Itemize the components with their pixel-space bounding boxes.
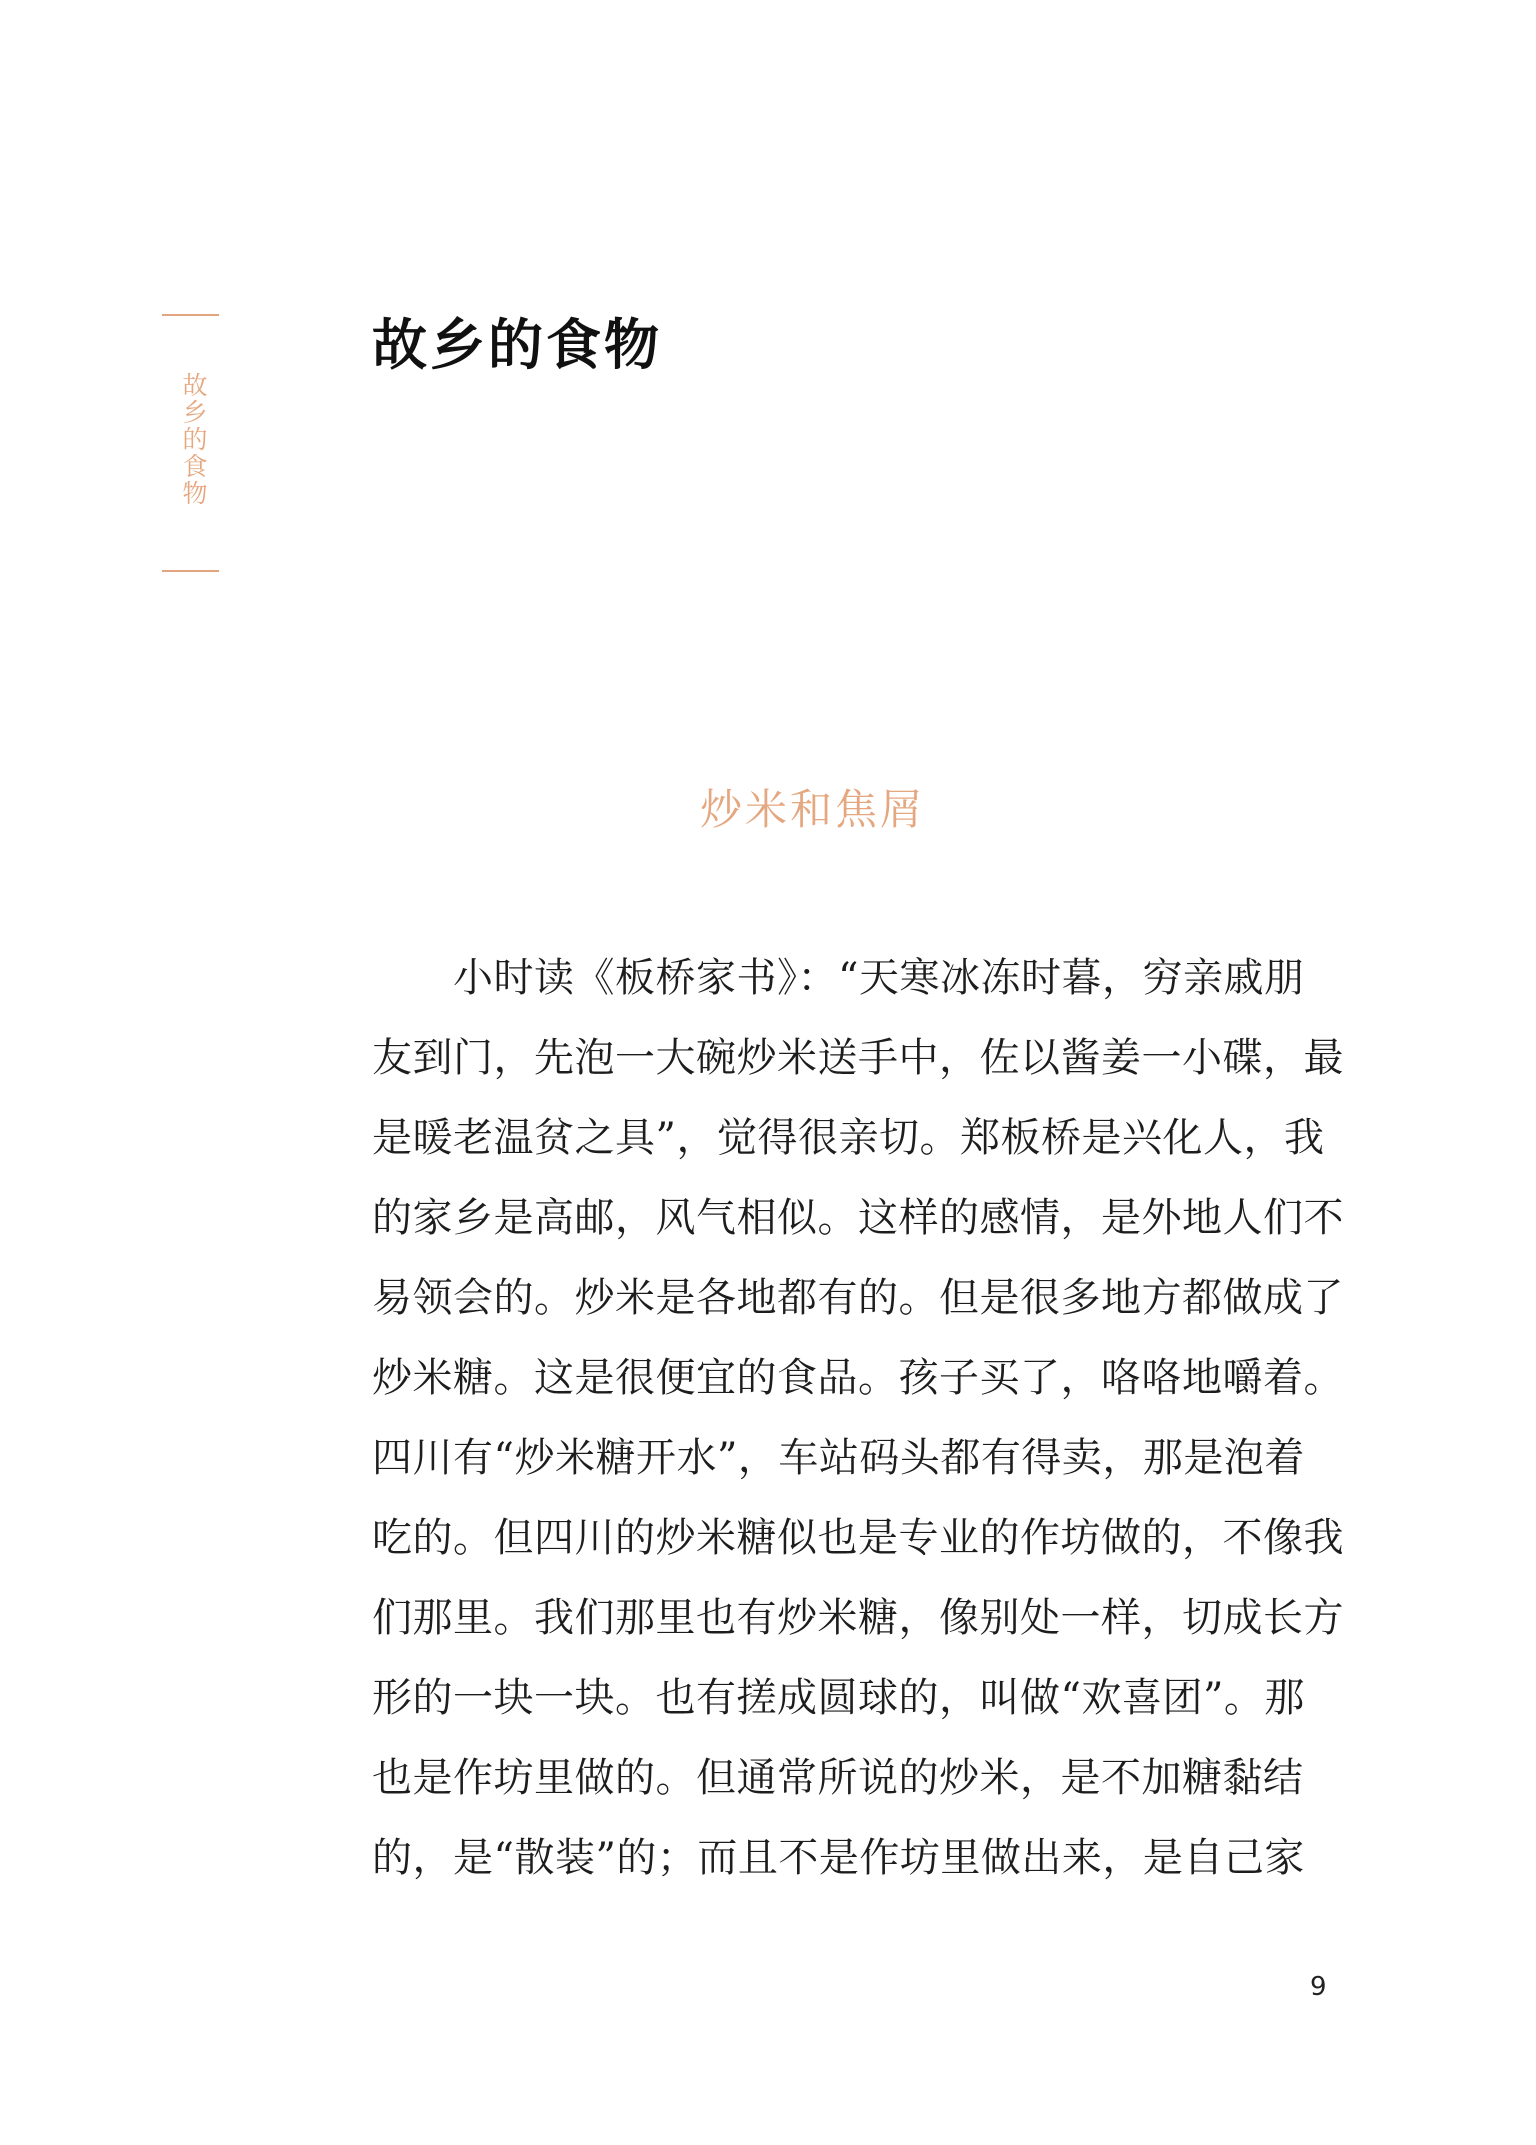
body-line: 的家乡是高邮，风气相似。这样的感情，是外地人们不	[372, 1195, 1344, 1241]
body-line: 易领会的。炒米是各地都有的。但是很多地方都做成了	[372, 1275, 1344, 1321]
body-line: 炒米糖。这是很便宜的食品。孩子买了，咯咯地嚼着。	[372, 1355, 1344, 1401]
running-head-bottom-rule	[162, 570, 219, 572]
body-line: 是暖老温贫之具”，觉得很亲切。郑板桥是兴化人，我	[372, 1115, 1325, 1161]
running-head-top-rule	[162, 314, 219, 316]
body-line: 友到门，先泡一大碗炒米送手中，佐以酱姜一小碟，最	[372, 1035, 1344, 1081]
body-line: 们那里。我们那里也有炒米糖，像别处一样，切成长方	[372, 1595, 1344, 1641]
chapter-title: 故乡的食物	[372, 312, 663, 377]
running-head-vertical-title: 故乡的食物	[179, 372, 208, 507]
body-text	[372, 938, 1382, 1898]
section-title: 炒米和焦屑	[700, 785, 926, 834]
body-line: 四川有“炒米糖开水”，车站码头都有得卖，那是泡着	[372, 1435, 1305, 1481]
body-line: 的，是“散装”的；而且不是作坊里做出来，是自己家	[372, 1835, 1305, 1881]
body-line: 也是作坊里做的。但通常所说的炒米，是不加糖黏结	[372, 1755, 1304, 1801]
page-number: 9	[1310, 1972, 1327, 2002]
body-line: 吃的。但四川的炒米糖似也是专业的作坊做的，不像我	[372, 1515, 1344, 1561]
body-line: 小时读《板桥家书》：“天寒冰冻时暮，穷亲戚朋	[372, 955, 1305, 1001]
body-line: 形的一块一块。也有搓成圆球的，叫做“欢喜团”。那	[372, 1675, 1305, 1721]
